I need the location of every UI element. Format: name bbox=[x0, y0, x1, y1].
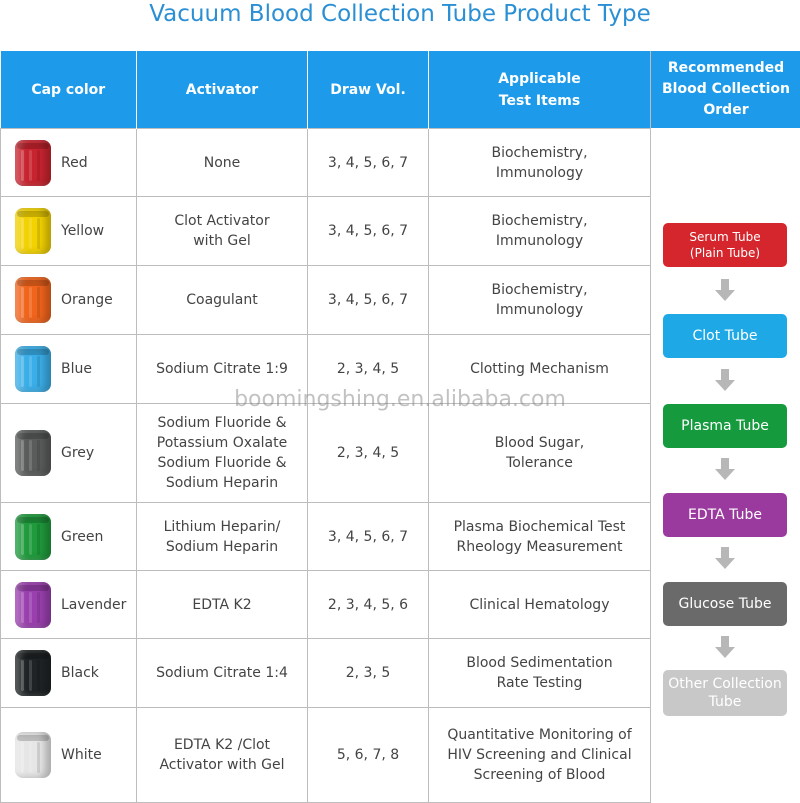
draw-vol-cell: 2, 3, 4, 5 bbox=[308, 404, 429, 503]
cap-cell bbox=[1, 571, 137, 639]
page-title: Vacuum Blood Collection Tube Product Type bbox=[149, 1, 651, 27]
activator-cell: Sodium Citrate 1:4 bbox=[137, 639, 308, 708]
order-step-serum-tube bbox=[663, 223, 787, 267]
tube-cap-icon bbox=[15, 732, 51, 778]
test-items-text: Biochemistry, Immunology bbox=[491, 213, 588, 249]
tube-cap-icon bbox=[15, 140, 51, 186]
cap-label: Green bbox=[61, 528, 104, 545]
draw-vol-cell: 3, 4, 5, 6, 7 bbox=[308, 197, 429, 266]
draw-vol-cell: 3, 4, 5, 6, 7 bbox=[308, 129, 429, 197]
cap-cell bbox=[1, 129, 137, 197]
order-step-label: Clot Tube bbox=[692, 328, 758, 344]
test-items-text: Biochemistry, Immunology bbox=[491, 144, 588, 181]
table-row bbox=[1, 197, 651, 266]
test-items-cell: Clotting Mechanism bbox=[429, 335, 651, 404]
order-step-plasma-tube bbox=[663, 404, 787, 448]
table-header-row bbox=[1, 51, 651, 129]
table-row bbox=[1, 335, 651, 404]
activator-text: EDTA K2 /Clot Activator with Gel bbox=[159, 737, 285, 773]
test-items-cell bbox=[429, 266, 651, 335]
tube-cap-icon bbox=[15, 277, 51, 323]
draw-vol-cell: 2, 3, 4, 5, 6 bbox=[308, 571, 429, 639]
watermark: boomingshing.en.alibaba.com bbox=[234, 387, 566, 412]
draw-vol-cell: 2, 3, 4, 5 bbox=[308, 335, 429, 404]
product-table bbox=[0, 51, 651, 803]
cap-cell bbox=[1, 197, 137, 266]
product-table-wrap bbox=[0, 51, 650, 800]
down-arrow-icon bbox=[715, 369, 735, 391]
tube-cap-icon bbox=[15, 346, 51, 392]
order-step-edta-tube bbox=[663, 493, 787, 537]
test-items-cell bbox=[429, 129, 651, 197]
activator-text: Clot Activator with Gel bbox=[174, 213, 270, 249]
test-items-text: Plasma Biochemical Test Rheology Measurement bbox=[453, 518, 626, 555]
cap-label: Yellow bbox=[61, 223, 105, 239]
test-items-cell: Clinical Hematology bbox=[429, 571, 651, 639]
order-step-label: Glucose Tube bbox=[678, 596, 772, 612]
table-row bbox=[1, 571, 651, 639]
tube-cap-icon bbox=[15, 514, 51, 560]
header-cap-color: Cap color bbox=[1, 51, 137, 129]
activator-cell bbox=[137, 708, 308, 803]
test-items-cell bbox=[429, 639, 651, 708]
cap-label: Blue bbox=[61, 361, 92, 377]
test-items-text: Blood Sugar, Tolerance bbox=[494, 435, 585, 471]
order-step-label: Plasma Tube bbox=[681, 418, 769, 434]
table-row bbox=[1, 503, 651, 571]
header-collection-order-label: Recommended Blood Collection Order bbox=[662, 60, 790, 118]
activator-cell: Coagulant bbox=[137, 266, 308, 335]
cap-label: Orange bbox=[61, 292, 113, 308]
order-step-clot-tube bbox=[663, 314, 787, 358]
activator-text: Sodium Fluoride & Potassium Oxalate Sodium Fluoride & Sodium Heparin bbox=[156, 415, 288, 491]
tube-cap-icon bbox=[15, 430, 51, 476]
test-items-text: Quantitative Monitoring of HIV Screening and Clinical Screening of Blood bbox=[447, 727, 632, 783]
draw-vol-cell: 2, 3, 5 bbox=[308, 639, 429, 708]
cap-cell bbox=[1, 266, 137, 335]
table-row bbox=[1, 708, 651, 803]
cap-cell bbox=[1, 503, 137, 571]
cap-cell bbox=[1, 708, 137, 803]
table-row bbox=[1, 266, 651, 335]
order-step-glucose-tube bbox=[663, 582, 787, 626]
activator-cell: None bbox=[137, 129, 308, 197]
test-items-cell bbox=[429, 708, 651, 803]
header-collection-order bbox=[651, 51, 800, 128]
activator-cell bbox=[137, 404, 308, 503]
draw-vol-cell: 3, 4, 5, 6, 7 bbox=[308, 503, 429, 571]
header-draw-vol: Draw Vol. bbox=[308, 51, 429, 129]
order-step-label: EDTA Tube bbox=[688, 507, 762, 523]
cap-label: White bbox=[61, 747, 102, 763]
tube-cap-icon bbox=[15, 650, 51, 696]
cap-cell bbox=[1, 639, 137, 708]
header-activator: Activator bbox=[137, 51, 308, 129]
activator-cell: Sodium Citrate 1:9 bbox=[137, 335, 308, 404]
test-items-cell bbox=[429, 404, 651, 503]
down-arrow-icon bbox=[715, 547, 735, 569]
header-test-items bbox=[429, 51, 651, 129]
cap-label: Black bbox=[61, 665, 99, 681]
test-items-cell bbox=[429, 197, 651, 266]
down-arrow-icon bbox=[715, 636, 735, 658]
down-arrow-icon bbox=[715, 458, 735, 480]
activator-cell: EDTA K2 bbox=[137, 571, 308, 639]
order-step-other-tube bbox=[663, 670, 787, 716]
down-arrow-icon bbox=[715, 279, 735, 301]
table-row bbox=[1, 129, 651, 197]
activator-cell bbox=[137, 197, 308, 266]
cap-cell bbox=[1, 404, 137, 503]
tube-cap-icon bbox=[15, 582, 51, 628]
draw-vol-cell: 5, 6, 7, 8 bbox=[308, 708, 429, 803]
activator-cell bbox=[137, 503, 308, 571]
order-step-label: Other Collection Tube bbox=[668, 676, 782, 710]
cap-label: Lavender bbox=[61, 596, 127, 613]
table-row bbox=[1, 404, 651, 503]
draw-vol-cell: 3, 4, 5, 6, 7 bbox=[308, 266, 429, 335]
tube-cap-icon bbox=[15, 208, 51, 254]
cap-label: Red bbox=[61, 154, 88, 171]
cap-label: Grey bbox=[61, 445, 95, 461]
header-test-items-label: Applicable Test Items bbox=[498, 70, 581, 109]
cap-cell bbox=[1, 335, 137, 404]
test-items-text: Biochemistry, Immunology bbox=[491, 282, 588, 318]
test-items-text: Blood Sedimentation Rate Testing bbox=[466, 655, 613, 691]
activator-text: Lithium Heparin/ Sodium Heparin bbox=[163, 518, 281, 555]
test-items-cell bbox=[429, 503, 651, 571]
table-row bbox=[1, 639, 651, 708]
order-step-label: Serum Tube (Plain Tube) bbox=[689, 230, 761, 260]
collection-order-panel bbox=[650, 51, 800, 800]
